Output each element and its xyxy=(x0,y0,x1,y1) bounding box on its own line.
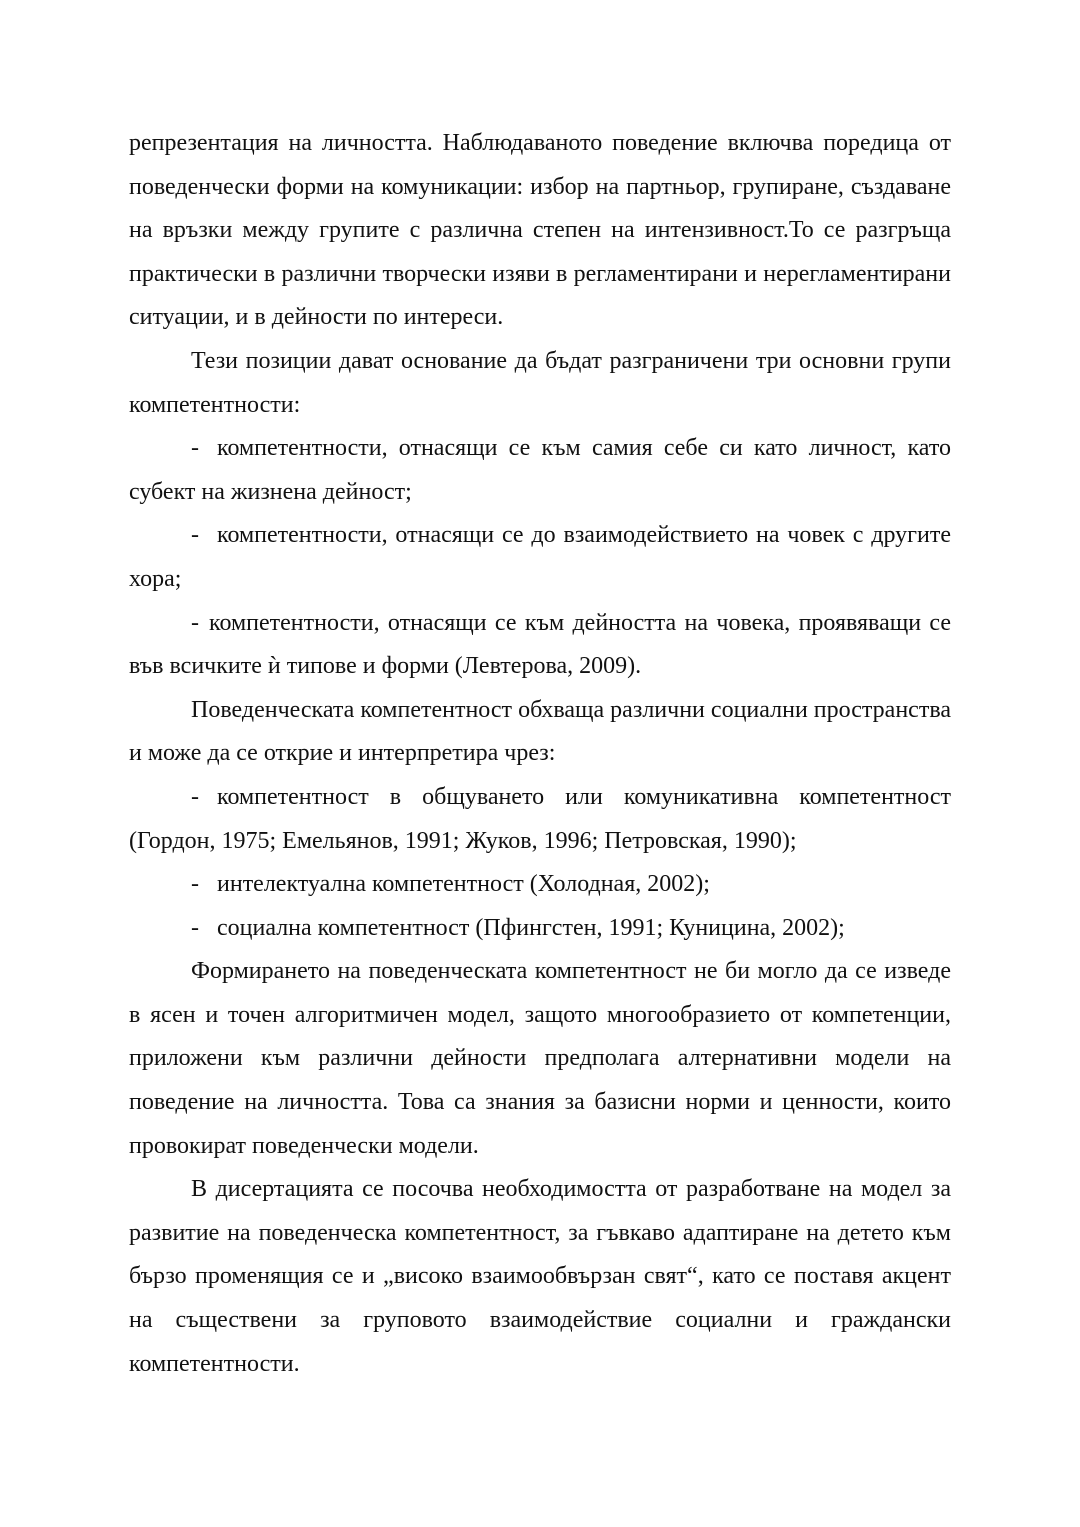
list-item-text: интелектуална компетентност (Холодная, 2002); xyxy=(217,871,710,898)
list-item-text: компетентности, отнасящи се до взаимодействието на човек с другите хора; xyxy=(129,522,951,592)
list-item xyxy=(129,427,951,514)
paragraph: репрезентация на личността. Наблюдаваното поведение включва поредица от поведенчески форми на комуникации: избор на партньор, групиране, създаване на връзки между групите с различна степен на интензивност.То се разгръща практически в различни творчески изяви в регламентирани и нерегламентирани ситуации, и в дейности по интереси. xyxy=(129,130,951,331)
list-marker: - xyxy=(191,609,199,636)
paragraph: Формирането на поведенческата компетентност не би могло да се изведе в ясен и точен алгоритмичен модел, защото многообразието от компетенции, приложени към различни дейности предполага алтернативни модели на поведение на личността. Това са знания за базисни норми и ценности, които провокират поведенчески модели. xyxy=(129,958,951,1159)
list-item xyxy=(129,907,951,951)
list-marker: - xyxy=(191,914,199,941)
list-item xyxy=(129,863,951,907)
list-marker: - xyxy=(191,435,199,462)
list-marker: - xyxy=(191,871,199,898)
paragraph: Поведенческата компетентност обхваща различни социални пространства и може да се открие и интерпретира чрез: xyxy=(129,696,951,767)
list-item xyxy=(129,602,951,689)
paragraph: В дисертацията се посочва необходимостта от разработване на модел за развитие на поведенческа компетентност, за гъвкаво адаптиране на детето към бързо променящия се и „високо взаимообвързан свят“, като се поставя акцент на съществени за груповото взаимодействие социални и граждански компетентности. xyxy=(129,1176,951,1377)
list-item-text: компетентности, отнасящи се към дейността на човека, проявяващи се във всичките ѝ типове и форми (Левтерова, 2009). xyxy=(129,609,951,680)
list-item xyxy=(129,776,951,863)
paragraph: Тези позиции дават основание да бъдат разграничени три основни групи компетентности: xyxy=(129,347,951,418)
document-page xyxy=(129,122,951,1386)
list-item-text: компетентност в общуването или комуникативна компетентност (Гордон, 1975; Емельянов, 1991; Жуков, 1996; Петровская, 1990); xyxy=(129,783,951,854)
list-marker: - xyxy=(191,783,199,810)
list-marker: - xyxy=(191,522,199,549)
list-item-text: компетентности, отнасящи се към самия себе си като личност, като субект на жизнена дейност; xyxy=(129,435,951,505)
list-item-text: социална компетентност (Пфингстен, 1991; Куницина, 2002); xyxy=(217,914,845,941)
list-item xyxy=(129,514,951,601)
